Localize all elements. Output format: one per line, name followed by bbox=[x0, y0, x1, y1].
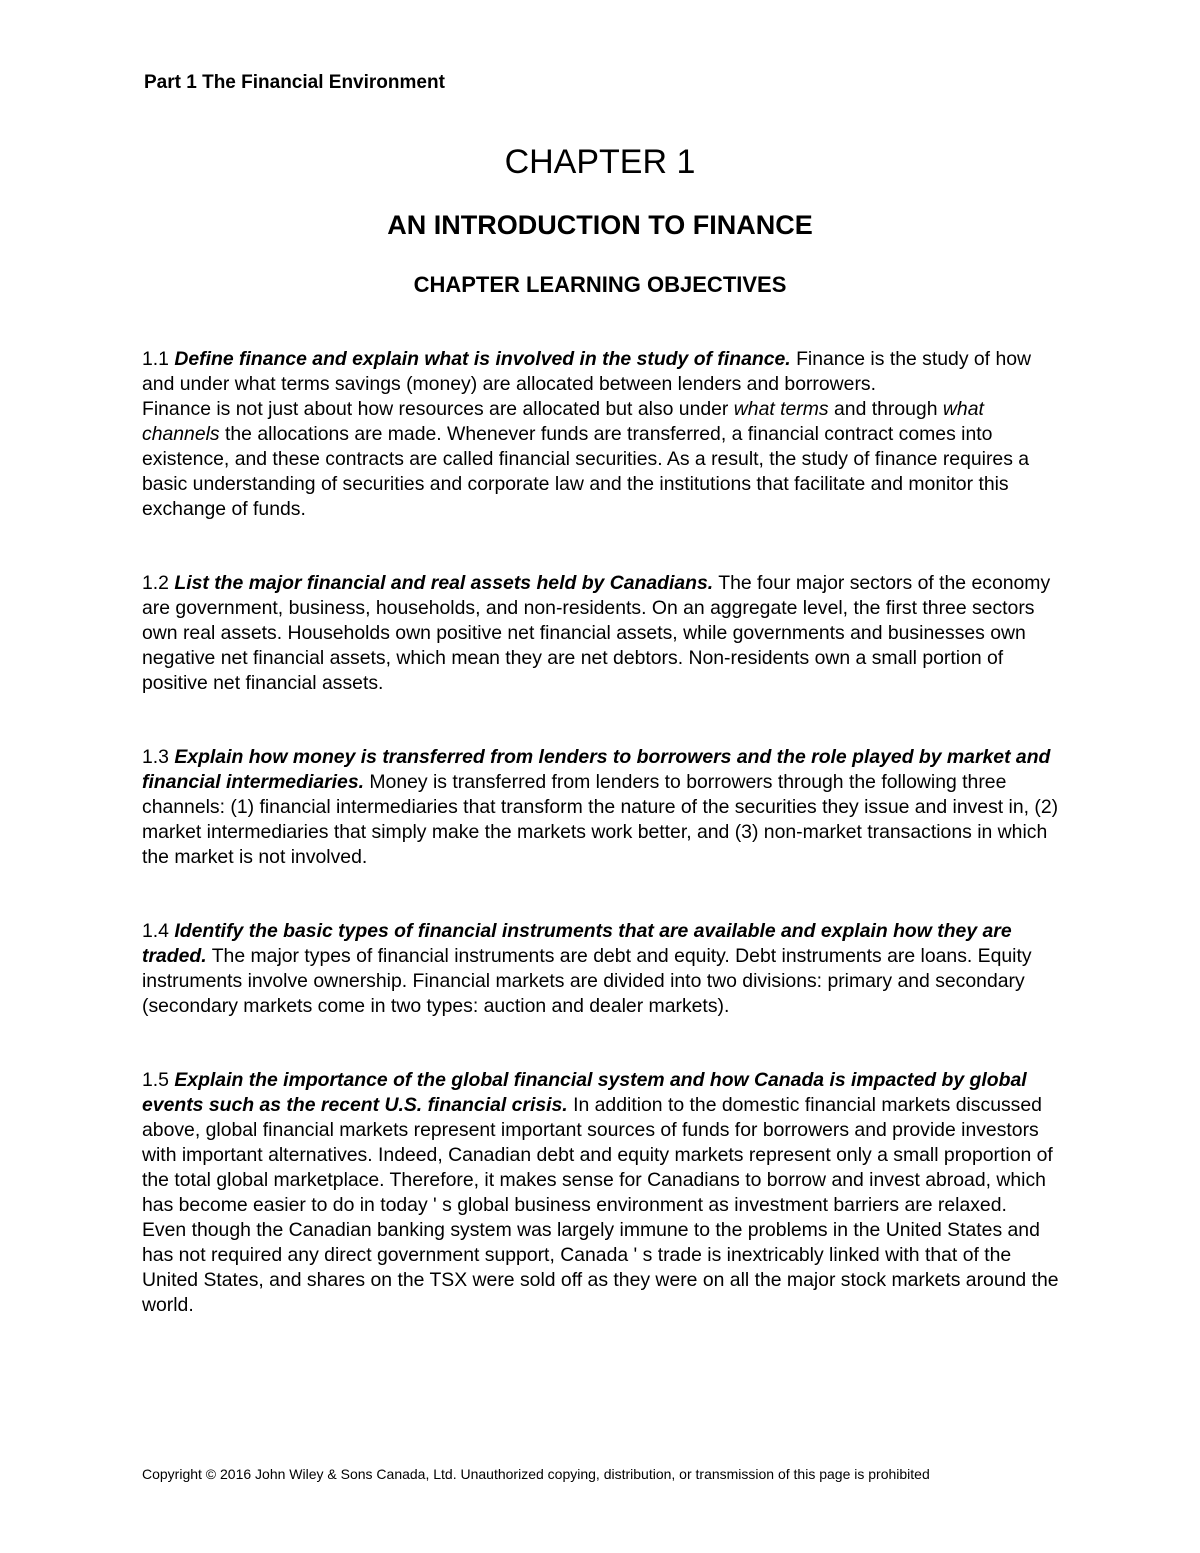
objective-1-5 bbox=[142, 1068, 1062, 1318]
objective-text: and through bbox=[834, 398, 938, 420]
objective-paragraph bbox=[142, 571, 1062, 696]
objective-number: 1.5 bbox=[142, 1069, 169, 1091]
objective-text: Even though the Canadian banking system was largely immune to the problems in the United States and has not required any direct government support, Canada ' s trade is inextricably linked with that of the United States, and shares on the TSX were sold off as they were on all the major stock markets around the world. bbox=[142, 1219, 1059, 1316]
objective-paragraph bbox=[142, 1218, 1062, 1318]
objective-title: List the major financial and real assets held by Canadians. bbox=[174, 572, 714, 594]
objective-text: Finance is not just about how resources are allocated but also under bbox=[142, 398, 729, 420]
objective-number: 1.3 bbox=[142, 746, 169, 768]
objective-number: 1.2 bbox=[142, 572, 169, 594]
objective-1-3 bbox=[142, 745, 1062, 870]
objective-paragraph bbox=[142, 347, 1062, 397]
objective-title: Define finance and explain what is involved in the study of finance. bbox=[174, 348, 791, 370]
objectives-list bbox=[142, 347, 1062, 1367]
objective-title: Explain how money is transferred from lenders to borrowers and the role played by market and financial intermediaries. bbox=[142, 746, 1051, 793]
objective-paragraph bbox=[142, 919, 1062, 1019]
objective-1-1 bbox=[142, 347, 1062, 522]
objectives-heading: CHAPTER LEARNING OBJECTIVES bbox=[413, 272, 787, 297]
part-header: Part 1 The Financial Environment bbox=[144, 72, 445, 93]
chapter-title: AN INTRODUCTION TO FINANCE bbox=[387, 210, 813, 240]
objective-number: 1.1 bbox=[142, 348, 169, 370]
objective-text: The four major sectors of the economy are government, business, households, and non-residents. On an aggregate level, the first three sectors own real assets. Households own positive net financial assets, while governments and businesses own negative net financial assets, which mean they are net debtors. Non-residents own a small portion of positive net financial assets. bbox=[142, 572, 1051, 694]
objective-1-4 bbox=[142, 919, 1062, 1019]
objective-title: Explain the importance of the global financial system and how Canada is impacted by global events such as the recent U.S. financial crisis. bbox=[142, 1069, 1027, 1116]
objective-paragraph bbox=[142, 745, 1062, 870]
chapter-number: CHAPTER 1 bbox=[504, 143, 696, 181]
emphasis-text: what terms bbox=[733, 398, 829, 420]
objective-paragraph bbox=[142, 397, 1062, 522]
objective-title: Identify the basic types of financial instruments that are available and explain how they are traded. bbox=[142, 920, 1012, 967]
objective-number: 1.4 bbox=[142, 920, 169, 942]
objective-text: In addition to the domestic financial markets discussed above, global financial markets represent important sources of funds for borrowers and provide investors with important alternatives. Indeed, Canadian debt and equity markets represent only a small proportion of the total global marketplace. Therefore, it makes sense for Canadians to borrow and invest abroad, which has become easier to do in today ' s global business environment as investment barriers are relaxed. bbox=[142, 1094, 1053, 1216]
objective-text: The major types of financial instruments are debt and equity. Debt instruments are loans. Equity instruments involve ownership. Financial markets are divided into two divisions: primary and secondary (secondary markets come in two types: auction and dealer markets). bbox=[142, 945, 1032, 1017]
objective-1-2 bbox=[142, 571, 1062, 696]
copyright-footer: Copyright © 2016 John Wiley & Sons Canada, Ltd. Unauthorized copying, distribution, or transmission of this page is prohibited bbox=[142, 1466, 930, 1482]
objective-text: the allocations are made. Whenever funds are transferred, a financial contract comes into existence, and these contracts are called financial securities. As a result, the study of finance requires a basic understanding of securities and corporate law and the institutions that facilitate and monitor this exchange of funds. bbox=[142, 423, 1030, 520]
objective-paragraph bbox=[142, 1068, 1062, 1218]
emphasis-text: what channels bbox=[142, 398, 984, 445]
objective-text: Money is transferred from lenders to borrowers through the following three channels: (1) financial intermediaries that transform the nature of the securities they issue and invest in, (2) market intermediaries that simply make the markets work better, and (3) non-market transactions in which the market is not involved. bbox=[142, 771, 1059, 868]
objective-text: Finance is the study of how and under what terms savings (money) are allocated between lenders and borrowers. bbox=[142, 348, 1032, 395]
